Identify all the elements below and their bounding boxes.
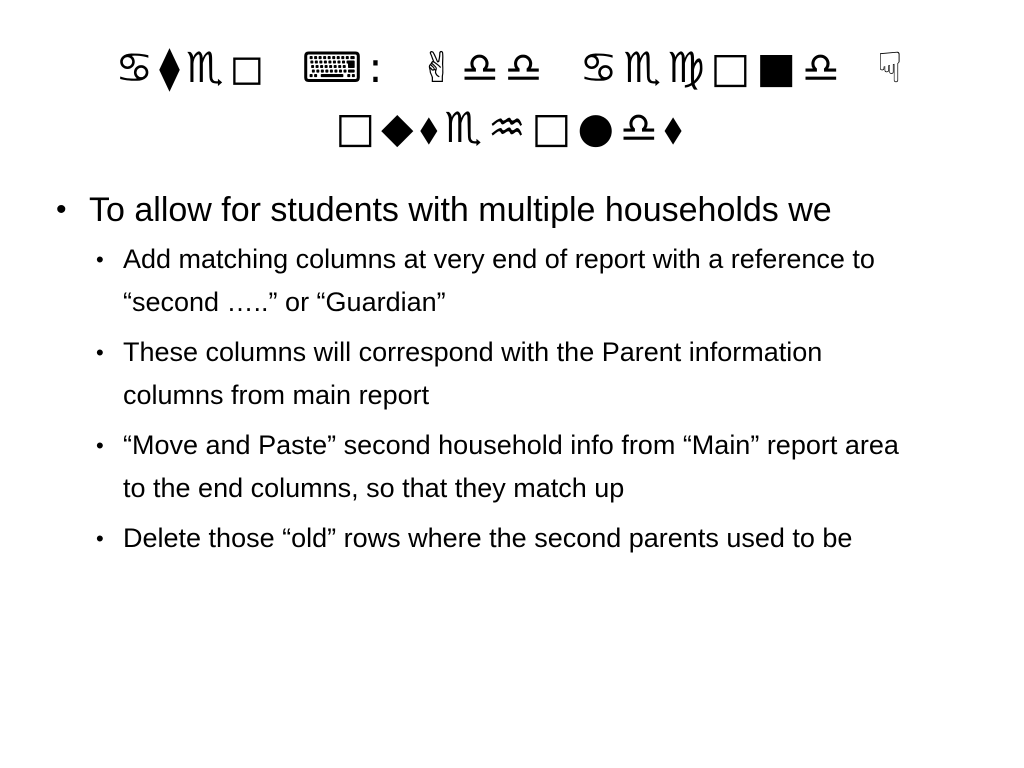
slide-title: ♋⧫♏◻ ⌨: ✌♎♎ ♋♏♍□■♎ ☟□◆⬧♏♒□●♎⬧ bbox=[115, 43, 909, 152]
bullet-text: To allow for students with multiple households we bbox=[89, 191, 832, 229]
bullet-dot-icon: • bbox=[96, 340, 104, 365]
bullet-dot-icon: • bbox=[96, 526, 104, 551]
slide-body bbox=[56, 186, 976, 567]
sub-bullet-text: Delete those “old” rows where the second parents used to be bbox=[123, 523, 853, 553]
sub-bullet-text: Add matching columns at very end of report with a reference to “second …..” or “Guardian” bbox=[123, 244, 875, 317]
sub-bullet-text: “Move and Paste” second household info from “Main” report area to the end columns, so that they match up bbox=[123, 430, 899, 503]
sub-bullet bbox=[56, 517, 923, 560]
sub-bullet bbox=[56, 238, 923, 324]
bullet-level1 bbox=[56, 186, 976, 234]
sub-bullet bbox=[56, 424, 923, 510]
bullet-dot-icon: • bbox=[56, 193, 67, 226]
bullet-dot-icon: • bbox=[96, 247, 104, 272]
sub-bullet-list bbox=[56, 238, 976, 560]
bullet-dot-icon: • bbox=[96, 433, 104, 458]
sub-bullet-text: These columns will correspond with the Parent information columns from main report bbox=[123, 337, 823, 410]
sub-bullet bbox=[56, 331, 923, 417]
